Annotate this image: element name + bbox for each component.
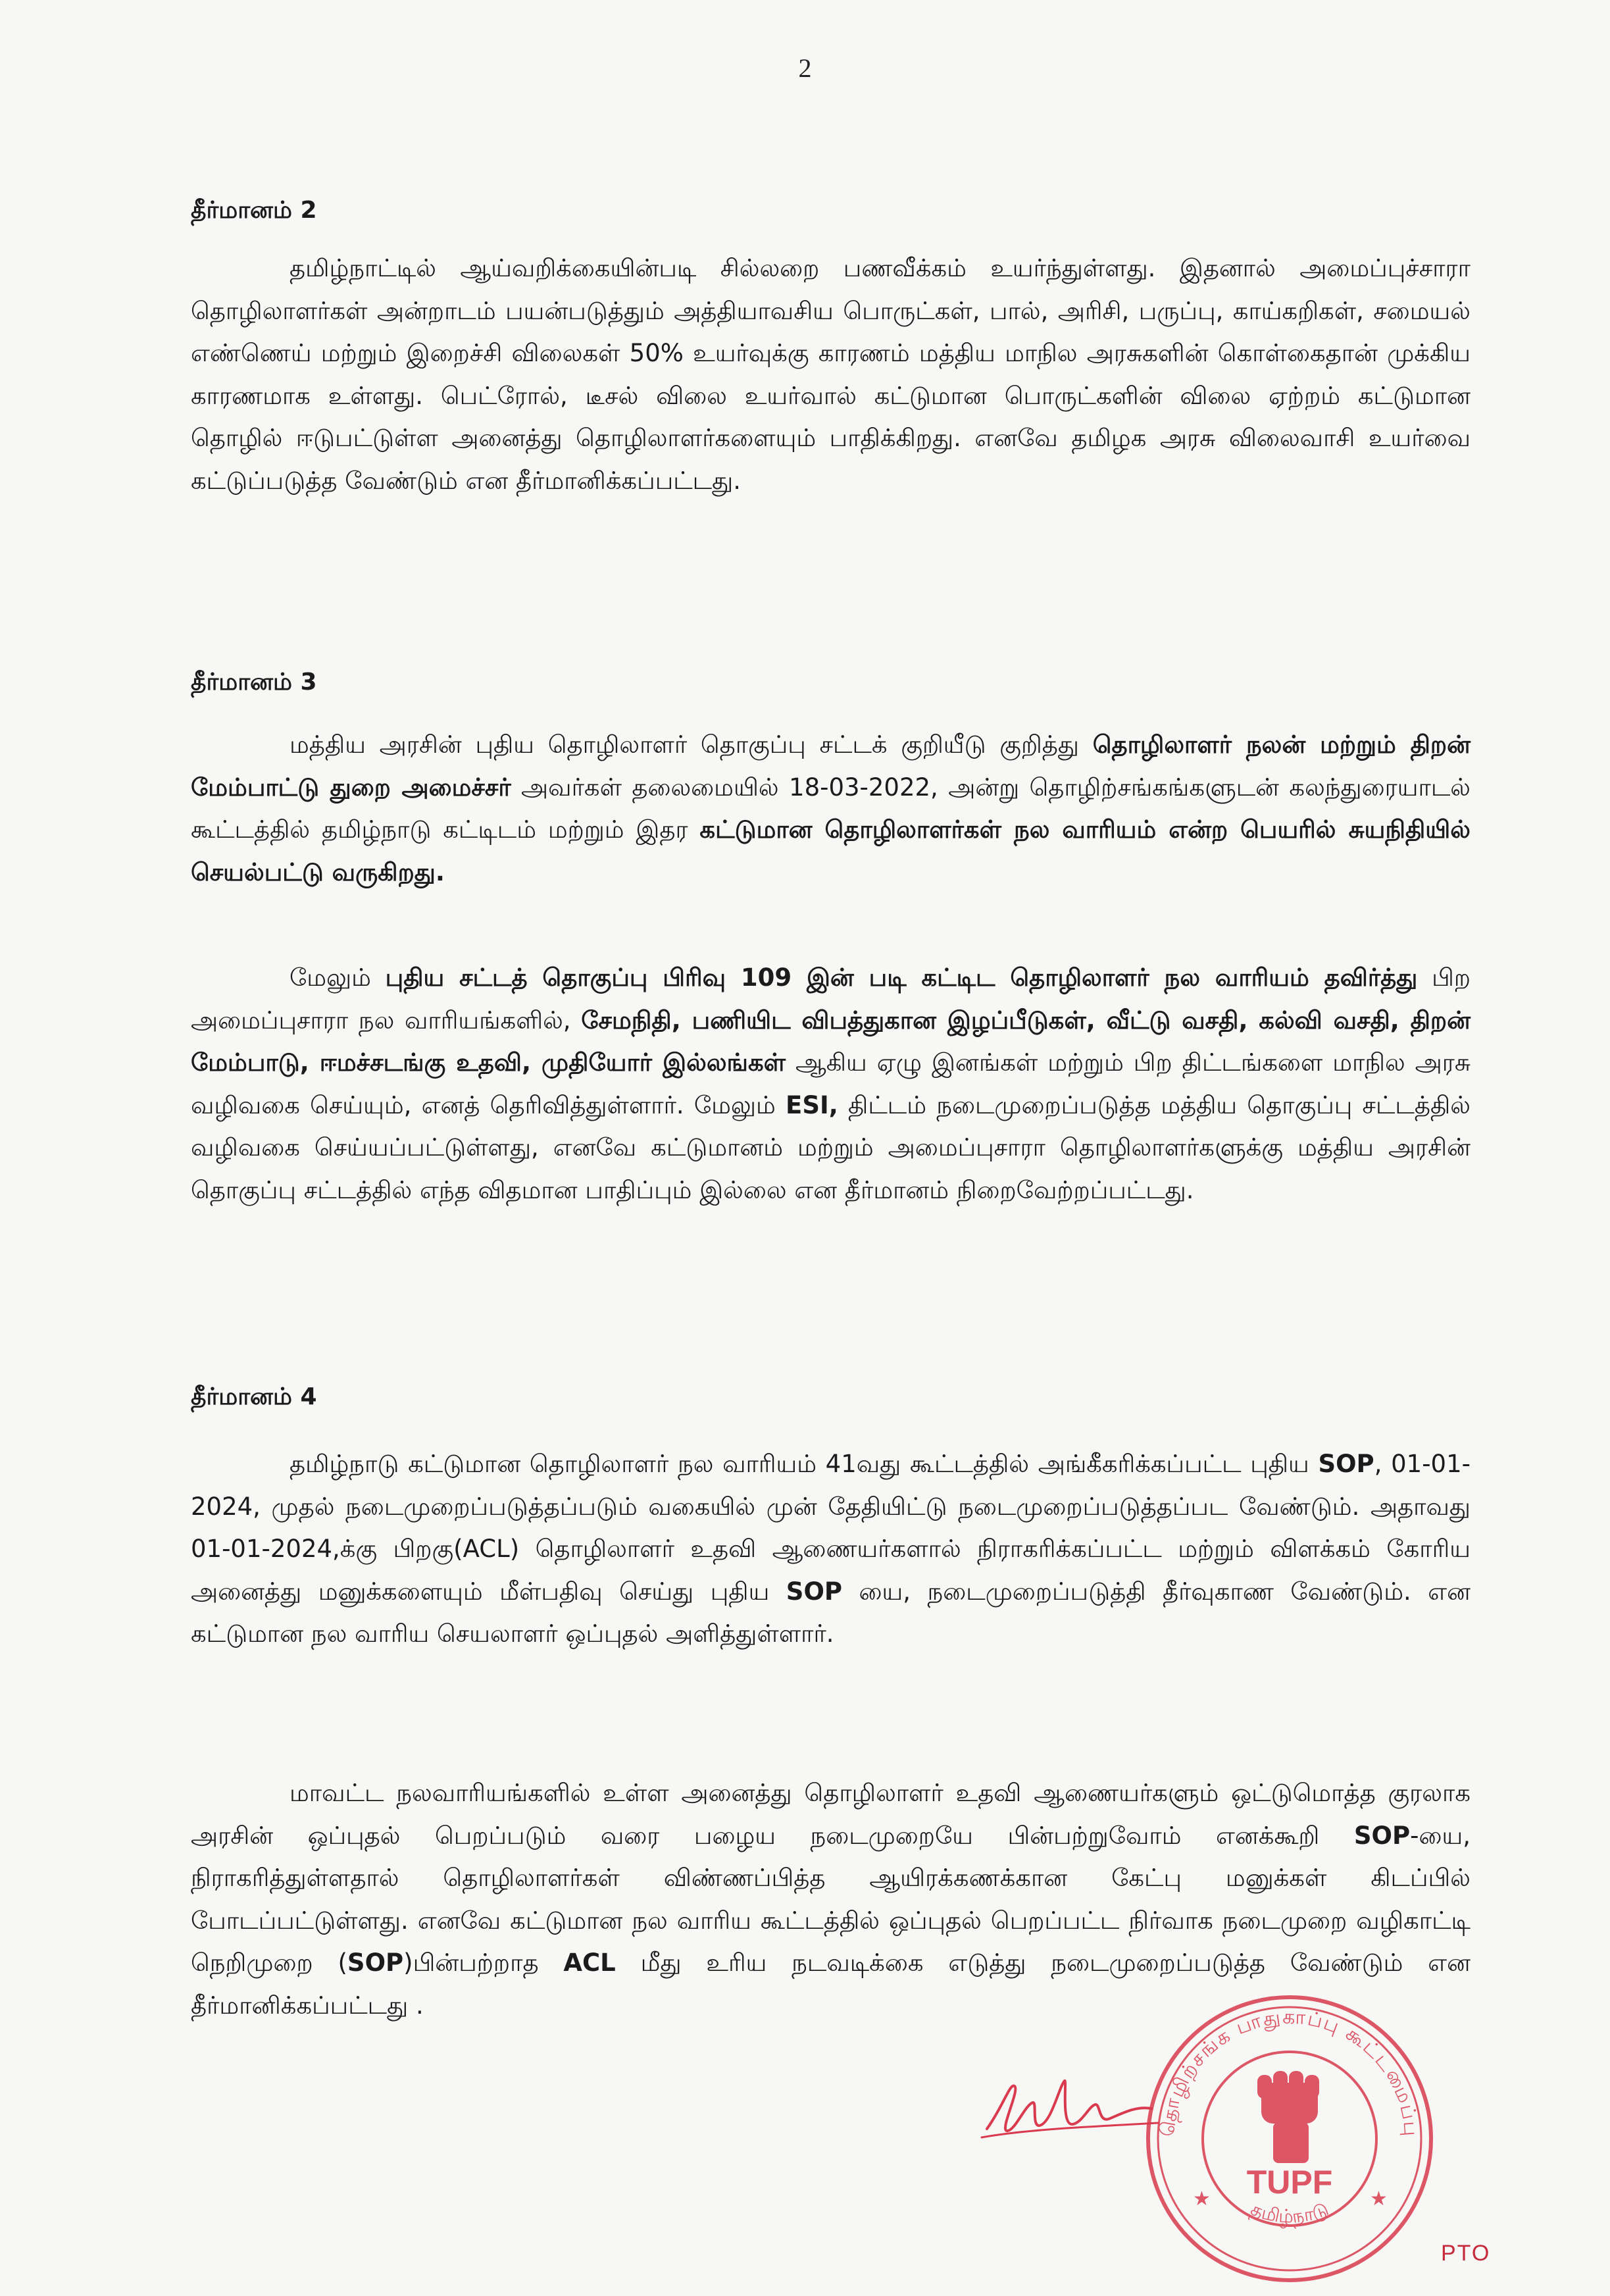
bold-text-run: SOP: [786, 1577, 843, 1606]
bold-text-run: சேமநிதி, பணியிட விபத்துகான இழப்பீடுகள், வீட்டு வசதி, கல்வி வசதி, திறன் மேம்பாடு, ஈமச்சடங்கு உதவி, முதியோர் இல்லங்கள்: [191, 1006, 1471, 1077]
text-run: மத்திய அரசின் புதிய தொழிலாளர் தொகுப்பு சட்டக் குறியீடு குறித்து: [289, 730, 1093, 759]
tupf-stamp: [1135, 1984, 1444, 2293]
text-run: , 01-01-2024, முதல் நடைமுறைப்படுத்தப்படும் வகையில் முன் தேதியிட்டு நடைமுறைப்படுத்தப்பட வேண்டும். அதாவது 01-01-2024,க்கு பிறகு(ACL) தொழிலாளர் உதவி ஆணையர்களால் நிராகரிக்கப்பட்ட மற்றும் விளக்கம் கோரிய அனைத்து மனுக்களையும் மீள்பதிவு செய்து புதிய: [191, 1450, 1471, 1606]
bold-text-run: தொழிலாளர் நலன் மற்றும் திறன் மேம்பாட்டு துறை அமைச்சர்: [191, 730, 1471, 802]
stamp-ring-text: தொழிற்சங்க பாதுகாப்பு கூட்டமைப்பு: [1155, 2005, 1423, 2139]
text-run: தமிழ்நாடு கட்டுமான தொழிலாளர் நல வாரியம் 41வது கூட்டத்தில் அங்கீகரிக்கப்பட்ட புதிய: [289, 1450, 1319, 1478]
text-run: பிற அமைப்புசாரா நல வாரியங்களில்,: [191, 963, 1471, 1034]
stamp-place-text: தமிழ்நாடு: [1247, 2197, 1332, 2228]
resolution-4-paragraph-1: [191, 1443, 1471, 1656]
svg-text:★: ★: [1193, 2187, 1211, 2210]
text-run: ஆகிய ஏழு இனங்கள் மற்றும் பிற திட்டங்களை மாநில அரசு வழிவகை செய்யும், எனத் தெரிவித்துள்ளார். மேலும்: [191, 1048, 1471, 1119]
bold-text-run: ESI,: [786, 1090, 838, 1119]
text-run: )பின்பற்றாத: [403, 1949, 564, 1977]
text-run: திட்டம் நடைமுறைப்படுத்த மத்திய தொகுப்பு சட்டத்தில் வழிவகை செய்யப்பட்டுள்ளது, எனவே கட்டுமானம் மற்றும் அமைப்புசாரா தொழிலாளர்களுக்கு மத்திய அரசின் தொகுப்பு சட்டத்தில் எந்த விதமான பாதிப்பும் இல்லை என தீர்மானம் நிறைவேற்றப்பட்டது.: [191, 1090, 1471, 1204]
resolution-2-paragraph: [191, 247, 1471, 503]
bold-text-run: புதிய சட்டத் தொகுப்பு பிரிவு 109 இன் படி கட்டிட தொழிலாளர் நல வாரியம் தவிர்த்து: [385, 963, 1418, 992]
bold-text-run: ACL: [563, 1949, 616, 1977]
resolution-2-heading: தீர்மானம் 2: [191, 197, 317, 224]
svg-text:★: ★: [1370, 2187, 1388, 2210]
resolution-3-heading: தீர்மானம் 3: [191, 669, 317, 696]
bold-text-run: SOP: [347, 1949, 404, 1977]
text-run: மாவட்ட நலவாரியங்களில் உள்ள அனைத்து தொழிலாளர் உதவி ஆணையர்களும் ஒட்டுமொத்த குரலாக அரசின் ஒப்புதல் பெறப்படும் வரை பழைய நடைமுறையே பின்பற்றுவோம் எனக்கூறி: [191, 1779, 1471, 1850]
page-number: 2: [798, 53, 812, 83]
resolution-4-heading: தீர்மானம் 4: [191, 1383, 317, 1410]
text-run: மேலும்: [289, 963, 386, 992]
text-run: தமிழ்நாட்டில் ஆய்வறிக்கையின்படி சில்லறை பணவீக்கம் உயர்ந்துள்ளது. இதனால் அமைப்புச்சாரா தொழிலாளர்கள் அன்றாடம் பயன்படுத்தும் அத்தியாவசிய பொருட்கள், பால், அரிசி, பருப்பு, காய்கறிகள், சமையல் எண்ணெய் மற்றும் இறைச்சி விலைகள் 50% உயர்வுக்கு காரணம் மத்திய மாநில அரசுகளின் கொள்கைதான் முக்கிய காரணமாக உள்ளது. பெட்ரோல், டீசல் விலை உயர்வால் கட்டுமான பொருட்களின் விலை ஏற்றம் கட்டுமான தொழில் ஈடுபட்டுள்ள அனைத்து தொழிலாளர்களையும் பாதிக்கிறது. எனவே தமிழக அரசு விலைவாசி உயர்வை கட்டுப்படுத்த வேண்டும் என தீர்மானிக்கப்பட்டது.: [191, 254, 1471, 495]
resolution-3-paragraph-1: [191, 724, 1471, 894]
text-run: யை, நடைமுறைப்படுத்தி தீர்வுகாண வேண்டும். என கட்டுமான நல வாரிய செயலாளர் ஒப்புதல் அளித்துள்ளார்.: [191, 1577, 1471, 1648]
text-run: அவர்கள் தலைமையில் 18-03-2022, அன்று தொழிற்சங்கங்களுடன் கலந்துரையாடல் கூட்டத்தில் தமிழ்நாடு கட்டிடம் மற்றும் இதர: [191, 773, 1471, 844]
pto-note: PTO: [1441, 2241, 1491, 2266]
bold-text-run: SOP: [1353, 1821, 1411, 1850]
bold-text-run: கட்டுமான தொழிலாளர்கள் நல வாரியம் என்ற பெயரில் சுயநிதியில் செயல்பட்டு வருகிறது.: [191, 815, 1471, 886]
stamp-abbreviation: TUPF: [1246, 2164, 1333, 2201]
bold-text-run: SOP: [1318, 1450, 1374, 1478]
svg-text:தமிழ்நாடு: [1247, 2198, 1332, 2229]
text-run: மீது உரிய நடவடிக்கை எடுத்து நடைமுறைப்படுத்த வேண்டும் என தீர்மானிக்கப்பட்டது .: [191, 1949, 1471, 2020]
raised-fist-icon: [1257, 2071, 1319, 2163]
text-run: -யை, நிராகரித்துள்ளதால் தொழிலாளர்கள் விண்ணப்பித்த ஆயிரக்கணக்கான கேட்பு மனுக்கள் கிடப்பில் போடப்பட்டுள்ளது. எனவே கட்டுமான நல வாரிய கூட்டத்தில் ஒப்புதல் பெறப்பட்ட நிர்வாக நடைமுறை வழிகாட்டி நெறிமுறை (: [191, 1821, 1471, 1977]
resolution-3-paragraph-2: [191, 957, 1471, 1212]
